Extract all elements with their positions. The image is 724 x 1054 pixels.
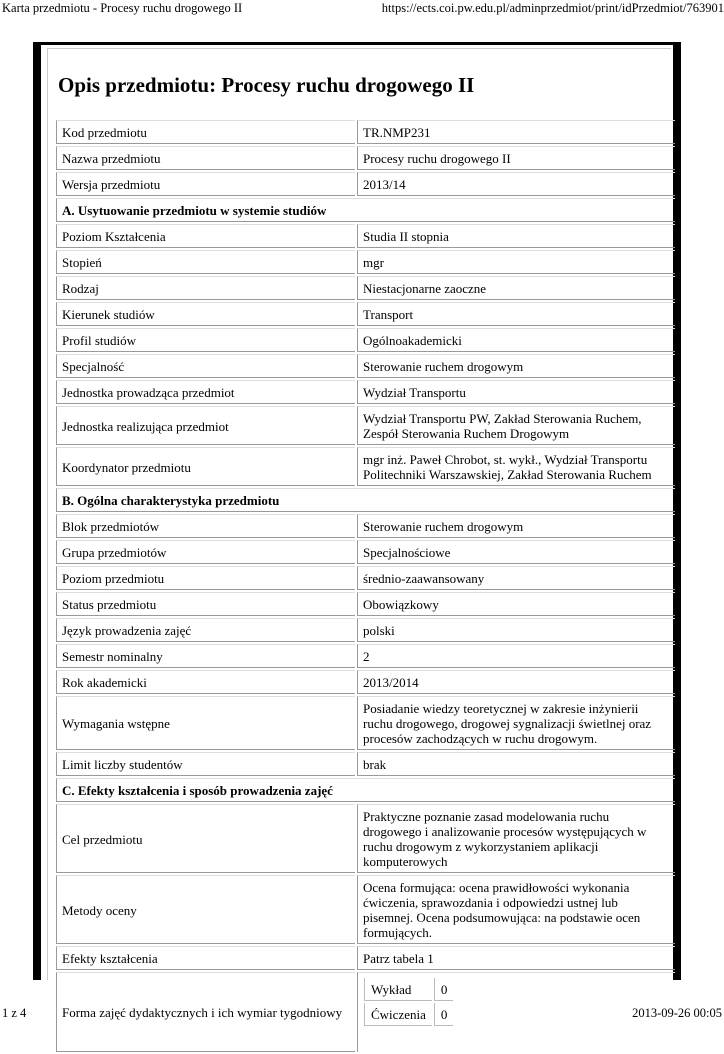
row-label: Cel przedmiotu (56, 804, 355, 873)
forma-item-hours: 0 (434, 978, 454, 1001)
row-label: Metody oceny (56, 875, 355, 944)
row-label: Kod przedmiotu (56, 120, 355, 144)
section-title: A. Usytuowanie przedmiotu w systemie studiów (56, 198, 675, 222)
table-row (56, 946, 675, 970)
row-label: Poziom przedmiotu (56, 566, 355, 590)
row-value: Sterowanie ruchem drogowym (357, 514, 675, 538)
row-label: Rok akademicki (56, 670, 355, 694)
section-header-row (56, 198, 675, 222)
forma-item-hours: 0 (434, 1003, 454, 1026)
row-value: mgr inż. Paweł Chrobot, st. wykł., Wydział Transportu Politechniki Warszawskiej, Zakład Sterowania Ruchem (357, 447, 675, 486)
row-value: Wydział Transportu (357, 380, 675, 404)
forma-item (364, 1003, 453, 1026)
row-label: Wersja przedmiotu (56, 172, 355, 196)
row-value: Wydział Transportu PW, Zakład Sterowania Ruchem, Zespół Sterowania Ruchem Drogowym (357, 406, 675, 445)
row-label: Jednostka prowadząca przedmiot (56, 380, 355, 404)
forma-item-name: Ćwiczenia (364, 1003, 432, 1026)
row-label: Nazwa przedmiotu (56, 146, 355, 170)
row-value: Studia II stopnia (357, 224, 675, 248)
row-value: średnio-zaawansowany (357, 566, 675, 590)
row-value: 2013/14 (357, 172, 675, 196)
table-row (56, 380, 675, 404)
browser-url: https://ects.coi.pw.edu.pl/adminprzedmiot/print/idPrzedmiot/763901 (381, 1, 724, 15)
row-value: Niestacjonarne zaoczne (357, 276, 675, 300)
forma-item (364, 978, 453, 1001)
row-label: Stopień (56, 250, 355, 274)
table-row (56, 224, 675, 248)
row-label: Forma zajęć dydaktycznych i ich wymiar tygodniowy (56, 972, 355, 1052)
row-label: Semestr nominalny (56, 644, 355, 668)
row-value (357, 972, 675, 1052)
row-value: brak (357, 752, 675, 776)
section-header-row (56, 488, 675, 512)
table-row (56, 172, 675, 196)
table-row (56, 302, 675, 326)
table-row (56, 354, 675, 378)
table-row (56, 566, 675, 590)
print-datetime: 2013-09-26 00:05 (632, 1006, 722, 1020)
row-value: Obowiązkowy (357, 592, 675, 616)
table-row (56, 120, 675, 144)
forma-item-name: Wykład (364, 978, 432, 1001)
row-value: Specjalnościowe (357, 540, 675, 564)
table-row (56, 406, 675, 445)
row-label: Wymagania wstępne (56, 696, 355, 750)
table-row (56, 447, 675, 486)
table-row (56, 276, 675, 300)
course-table (54, 118, 677, 1054)
table-row (56, 618, 675, 642)
row-label: Specjalność (56, 354, 355, 378)
row-value: Sterowanie ruchem drogowym (357, 354, 675, 378)
row-value: Patrz tabela 1 (357, 946, 675, 970)
page-number: 1 z 4 (2, 1006, 27, 1020)
row-label: Poziom Kształcenia (56, 224, 355, 248)
section-title: B. Ogólna charakterystyka przedmiotu (56, 488, 675, 512)
page-title: Opis przedmiotu: Procesy ruchu drogowego II (58, 73, 475, 97)
row-label: Jednostka realizująca przedmiot (56, 406, 355, 445)
row-value: Ogólnoakademicki (357, 328, 675, 352)
row-label: Blok przedmiotów (56, 514, 355, 538)
table-row (56, 514, 675, 538)
row-label: Kierunek studiów (56, 302, 355, 326)
table-row (56, 644, 675, 668)
row-value: polski (357, 618, 675, 642)
table-row (56, 752, 675, 776)
row-value: 2 (357, 644, 675, 668)
section-header-row (56, 778, 675, 802)
row-value: Transport (357, 302, 675, 326)
browser-page-title: Karta przedmiotu - Procesy ruchu drogowego II (2, 1, 243, 15)
row-value: Posiadanie wiedzy teoretycznej w zakresie inżynierii ruchu drogowego, drogowej sygnalizacji świetlnej oraz procesów zachodzących w ruchu drogowym. (357, 696, 675, 750)
row-label: Koordynator przedmiotu (56, 447, 355, 486)
row-value: Ocena formująca: ocena prawidłowości wykonania ćwiczenia, sprawozdania i odpowiedzi ustnej lub pisemnej. Ocena podsumowująca: na podstawie ocen formujących. (357, 875, 675, 944)
table-row (56, 696, 675, 750)
row-label: Rodzaj (56, 276, 355, 300)
table-row (56, 250, 675, 274)
forma-row (56, 972, 675, 1052)
row-value: TR.NMP231 (357, 120, 675, 144)
row-label: Grupa przedmiotów (56, 540, 355, 564)
row-label: Język prowadzenia zajęć (56, 618, 355, 642)
row-label: Status przedmiotu (56, 592, 355, 616)
row-label: Profil studiów (56, 328, 355, 352)
table-row (56, 540, 675, 564)
document-inner (47, 48, 671, 1022)
table-row (56, 592, 675, 616)
row-value: mgr (357, 250, 675, 274)
table-row (56, 670, 675, 694)
table-row (56, 146, 675, 170)
section-title: C. Efekty kształcenia i sposób prowadzenia zajęć (56, 778, 675, 802)
row-value: Praktyczne poznanie zasad modelowania ruchu drogowego i analizowanie procesów występujących w ruchu drogowym z wykorzystaniem aplikacji komputerowych (357, 804, 675, 873)
row-label: Efekty kształcenia (56, 946, 355, 970)
forma-table (362, 976, 455, 1028)
row-value: 2013/2014 (357, 670, 675, 694)
table-row (56, 328, 675, 352)
table-row (56, 875, 675, 944)
row-value: Procesy ruchu drogowego II (357, 146, 675, 170)
table-row (56, 804, 675, 873)
row-label: Limit liczby studentów (56, 752, 355, 776)
